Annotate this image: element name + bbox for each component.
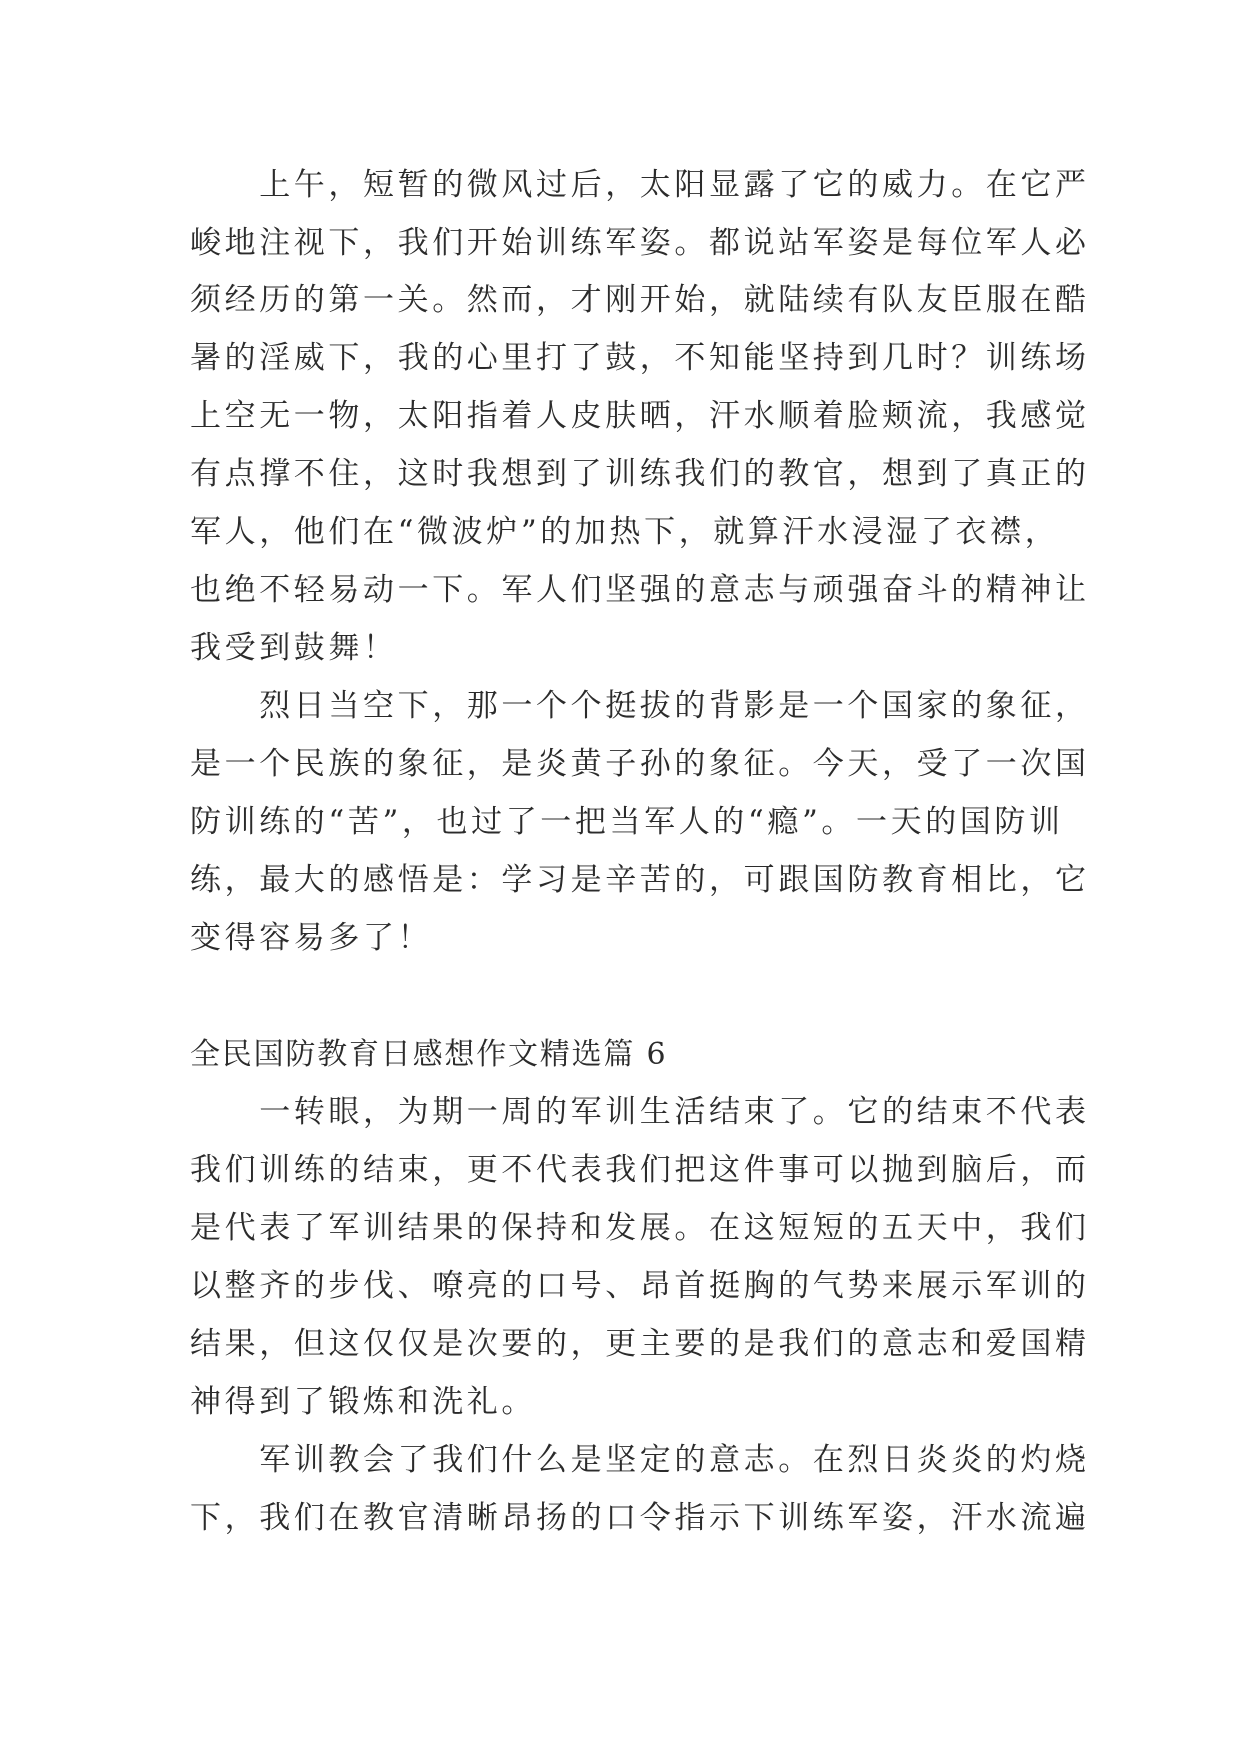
text-line: 也绝不轻易动一下。军人们坚强的意志与顽强奋斗的精神让 xyxy=(190,572,1090,608)
text-line: 是一个民族的象征，是炎黄子孙的象征。今天，受了一次国 xyxy=(190,746,1090,782)
text-line: 上午，短暂的微风过后，太阳显露了它的威力。在它严 xyxy=(190,167,1090,203)
text-line: 防训练的“苦”，也过了一把当军人的“瘾”。一天的国防训 xyxy=(190,804,1064,840)
text-line: 下，我们在教官清晰昂扬的口令指示下训练军姿，汗水流遍 xyxy=(190,1500,1090,1536)
text-line: 我受到鼓舞！ xyxy=(190,630,398,666)
text-line: 以整齐的步伐、嘹亮的口号、昂首挺胸的气势来展示军训的 xyxy=(190,1268,1090,1304)
text-line: 军训教会了我们什么是坚定的意志。在烈日炎炎的灼烧 xyxy=(190,1442,1090,1478)
text-line: 上空无一物，太阳指着人皮肤晒，汗水顺着脸颊流，我感觉 xyxy=(190,398,1090,434)
text-line: 有点撑不住，这时我想到了训练我们的教官，想到了真正的 xyxy=(190,456,1090,492)
text-line: 练，最大的感悟是：学习是辛苦的，可跟国防教育相比，它 xyxy=(190,862,1090,898)
text-line: 军人，他们在“微波炉”的加热下，就算汗水浸湿了衣襟， xyxy=(190,514,1060,550)
text-line: 神得到了锻炼和洗礼。 xyxy=(190,1384,536,1420)
text-line: 结果，但这仅仅是次要的，更主要的是我们的意志和爱国精 xyxy=(190,1326,1090,1362)
text-line: 我们训练的结束，更不代表我们把这件事可以抛到脑后，而 xyxy=(190,1152,1090,1188)
text-line: 变得容易多了！ xyxy=(190,920,433,956)
text-line: 烈日当空下，那一个个挺拔的背影是一个国家的象征， xyxy=(190,688,1090,724)
text-line: 是代表了军训结果的保持和发展。在这短短的五天中，我们 xyxy=(190,1210,1090,1246)
text-line: 峻地注视下，我们开始训练军姿。都说站军姿是每位军人必 xyxy=(190,225,1090,261)
text-line: 须经历的第一关。然而，才刚开始，就陆续有队友臣服在酷 xyxy=(190,282,1090,318)
text-line: 暑的淫威下，我的心里打了鼓，不知能坚持到几时？训练场 xyxy=(190,340,1090,376)
text-line: 一转眼，为期一周的军训生活结束了。它的结束不代表 xyxy=(190,1094,1090,1130)
section-heading: 全民国防教育日感想作文精选篇 6 xyxy=(190,1037,668,1072)
